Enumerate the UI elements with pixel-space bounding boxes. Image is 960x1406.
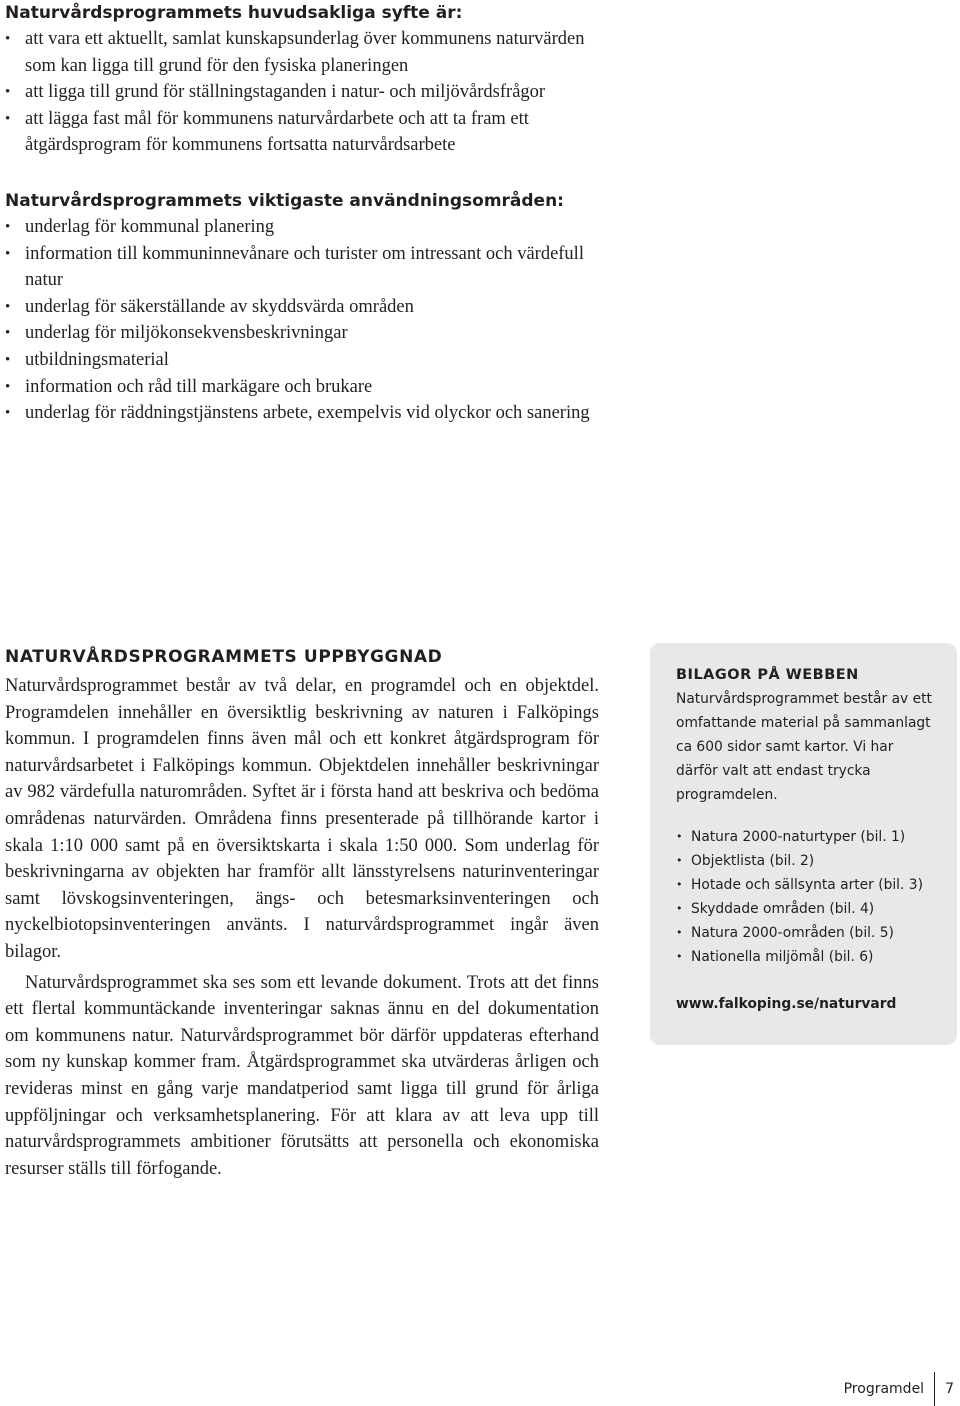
appendix-heading: BILAGOR PÅ WEBBEN xyxy=(676,667,859,683)
appendix-list xyxy=(676,825,933,969)
appendix-box xyxy=(650,643,957,1045)
purpose-heading: Naturvårdsprogrammets huvudsakliga syfte är: xyxy=(5,3,463,23)
appendix-item: • Natura 2000-naturtyper (bil. 1) xyxy=(676,825,933,849)
usage-section xyxy=(5,188,605,427)
list-item: • att ligga till grund för ställningstaganden i natur- och miljövårdsfrågor xyxy=(5,79,605,106)
bullet-icon: • xyxy=(5,110,11,127)
bullet-icon: • xyxy=(5,84,11,101)
list-item: • underlag för säkerställande av skyddsvärda områden xyxy=(5,294,605,321)
page-footer xyxy=(844,1372,954,1406)
bullet-icon: • xyxy=(676,878,683,891)
appendix-item: • Objektlista (bil. 2) xyxy=(676,849,933,873)
bullet-icon: • xyxy=(5,378,11,395)
list-item: • utbildningsmaterial xyxy=(5,347,605,374)
list-item: • information till kommuninnevånare och turister om intressant och värdefull natur xyxy=(5,241,605,294)
appendix-item: • Hotade och sällsynta arter (bil. 3) xyxy=(676,873,933,897)
bullet-icon: • xyxy=(676,926,683,939)
page-number: 7 xyxy=(945,1381,954,1397)
structure-paragraph-2: Naturvårdsprogrammet ska ses som ett levande dokument. Trots att det finns ett flertal kommuntäckande inventeringar saknas ännu en del dokumentation om kommunens natur. Naturvårdsprogrammet bör därför uppdateras efterhand som ny kunskap kommer fram. Åtgärdsprogrammet ska utvärderas årligen och revideras minst en gång varje mandatperiod samt ligga till grund för årliga uppföljningar och verksamhetsplanering. För att klara av att leva upp till naturvårdsprogrammets ambitioner förutsätts att personella och ekonomiska resurser ställs till förfogande. xyxy=(5,972,599,1179)
bullet-icon: • xyxy=(5,245,11,262)
appendix-item: • Natura 2000-områden (bil. 5) xyxy=(676,921,933,945)
purpose-list xyxy=(5,26,605,159)
list-item: • underlag för kommunal planering xyxy=(5,214,605,241)
usage-heading: Naturvårdsprogrammets viktigaste användningsområden: xyxy=(5,191,564,211)
structure-paragraph-1: Naturvårdsprogrammet består av två delar, en programdel och en objektdel. Programdelen innehåller en översiktlig beskrivning av naturen i Falköpings kommun. I programdelen finns även mål och ett konkret åtgärdsprogram för naturvårdsarbetet i Falköpings kommun. Objektdelen innehåller beskrivningar av 982 värdefulla naturområden. Syftet är i första hand att beskriva och bedöma områdenas naturvärden. Områdena finns presenterade på tillhörande kartor i skala 1:10 000 samt på en översiktskarta i skala 1:50 000. Som underlag för beskrivningarna av objekten har framför allt länsstyrelsens naturinventeringar samt lövskogsinventeringen, ängs- och betesmarksinventeringen och nyckelbiotopsinventeringen använts. I naturvårdsprogrammet ingår även bilagor. xyxy=(5,676,599,962)
appendix-item: • Nationella miljömål (bil. 6) xyxy=(676,945,933,969)
usage-list xyxy=(5,214,605,427)
list-item: • underlag för räddningstjänstens arbete, exempelvis vid olyckor och sanering xyxy=(5,400,605,427)
appendix-intro: Naturvårdsprogrammet består av ett omfattande material på sammanlagt ca 600 sidor samt kartor. Vi har därför valt att endast trycka programdelen. xyxy=(676,691,932,803)
bullet-icon: • xyxy=(5,298,11,315)
list-item: • underlag för miljökonsekvensbeskrivningar xyxy=(5,320,605,347)
list-item: • att vara ett aktuellt, samlat kunskapsunderlag över kommunens naturvärden som kan ligga till grund för den fysiska planeringen xyxy=(5,26,605,79)
bullet-icon: • xyxy=(676,830,683,843)
bullet-icon: • xyxy=(676,854,683,867)
bullet-icon: • xyxy=(5,219,11,235)
list-item: • att lägga fast mål för kommunens naturvårdarbete och att ta fram ett åtgärdsprogram för kommunens fortsatta naturvårdsarbete xyxy=(5,106,605,159)
website-link[interactable]: www.falkoping.se/naturvard xyxy=(676,996,897,1012)
bullet-icon: • xyxy=(676,902,683,915)
structure-section xyxy=(5,643,599,1182)
bullet-icon: • xyxy=(5,351,11,368)
appendix-item: • Skyddade områden (bil. 4) xyxy=(676,897,933,921)
bullet-icon: • xyxy=(676,950,683,963)
bullet-icon: • xyxy=(5,405,11,422)
bullet-icon: • xyxy=(5,31,11,47)
structure-heading: NATURVÅRDSPROGRAMMETS UPPBYGGNAD xyxy=(5,647,443,667)
purpose-section xyxy=(5,0,605,159)
list-item: • information och råd till markägare och brukare xyxy=(5,374,605,401)
bullet-icon: • xyxy=(5,325,11,342)
footer-label: Programdel xyxy=(843,1381,925,1397)
